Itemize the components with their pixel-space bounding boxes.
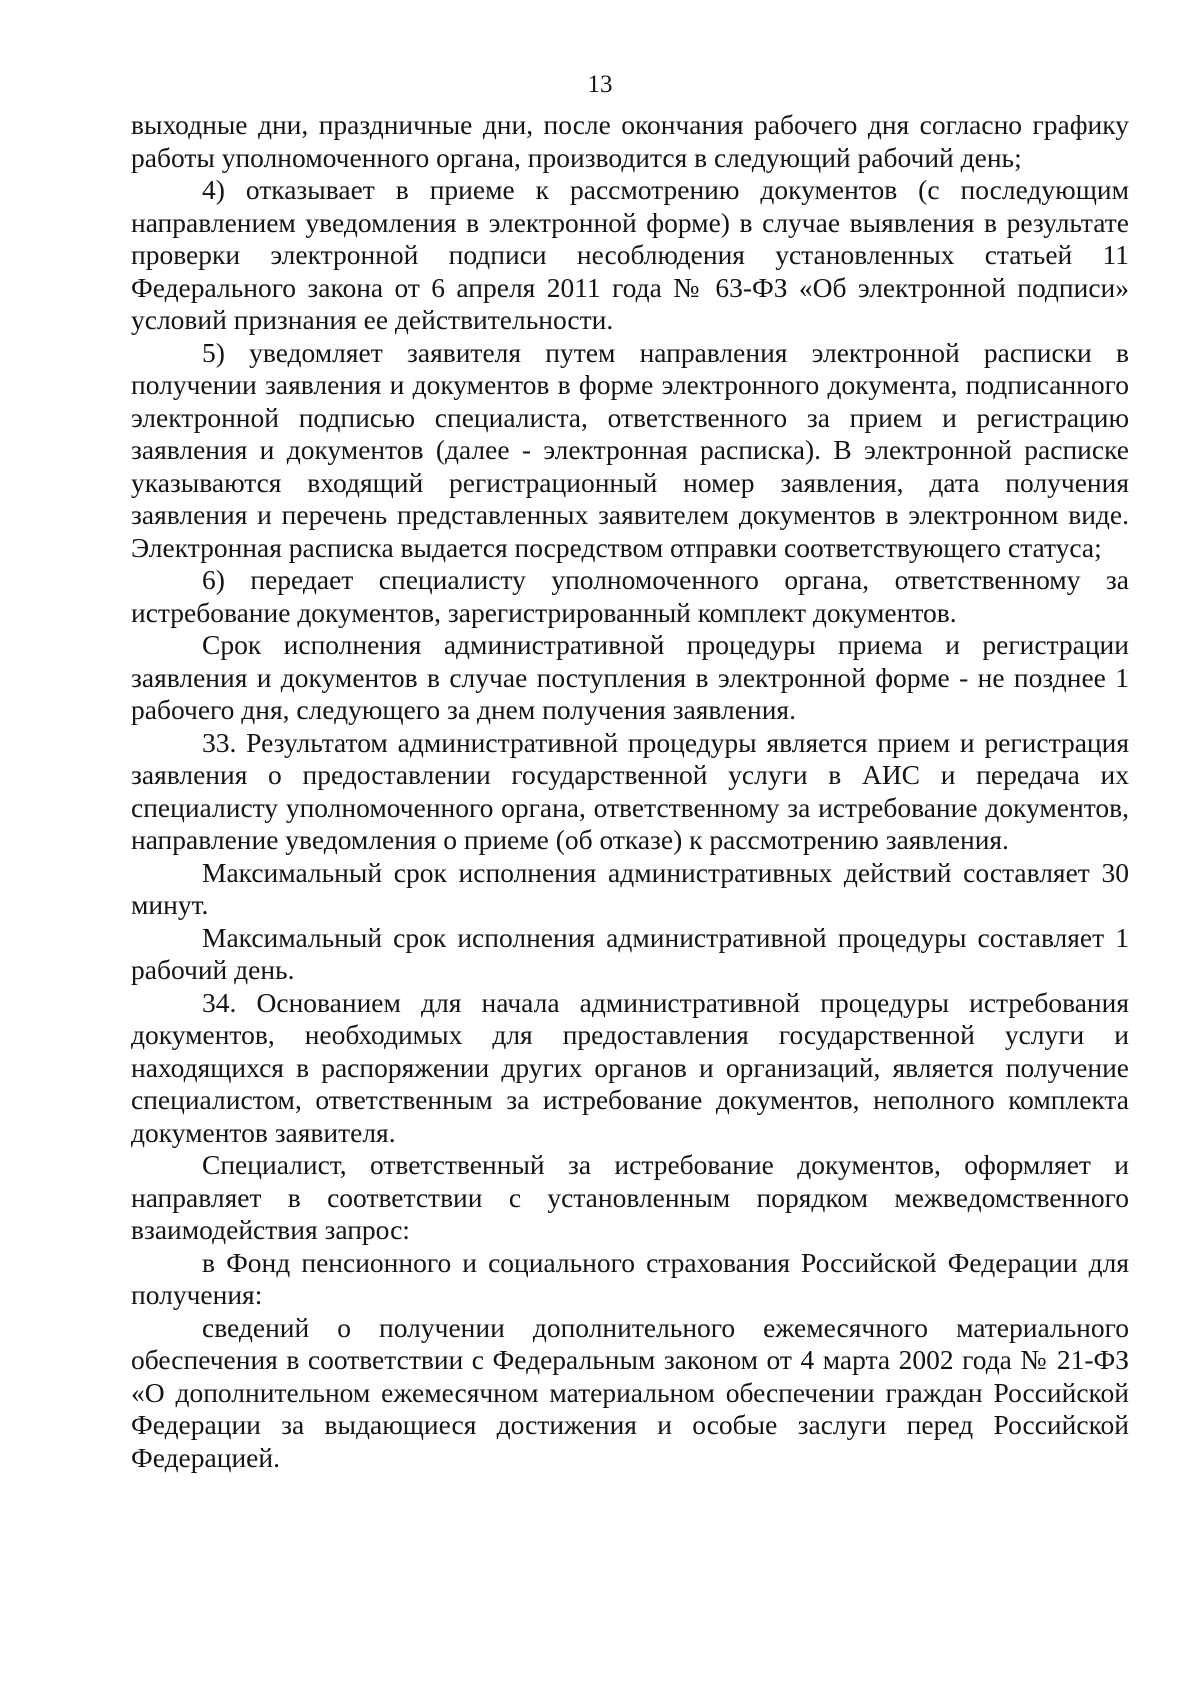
paragraph-12: сведений о получении дополнительного ежемесячного материального обеспечения в соответствии с Федеральным законом от 4 марта 2002 года № 21-ФЗ «О дополнительном ежемесячном материальном обеспечении граждан Российской Федерации за выдающиеся достижения и особые заслуги перед Российской Федерацией. — [131, 1311, 1129, 1473]
paragraph-3: 5) уведомляет заявителя путем направления электронной расписки в получении заявления и документов в форме электронного документа, подписанного электронной подписью специалиста, ответственного за прием и регистрацию заявления и документов (далее - электронная расписка). В электронной расписке указываются входящий регистрационный номер заявления, дата получения заявления и перечень представленных заявителем документов в электронном виде. Электронная расписка выдается посредством отправки соответствующего статуса; — [131, 336, 1129, 563]
paragraph-7: Максимальный срок исполнения административных действий составляет 30 минут. — [131, 856, 1129, 920]
paragraph-2: 4) отказывает в приеме к рассмотрению документов (с последующим направлением уведомления в электронной форме) в случае выявления в результате проверки электронной подписи несоблюдения установленных статьей 11 Федерального закона от 6 апреля 2011 года № 63-ФЗ «Об электронной подписи» условий признания ее действительности. — [131, 174, 1129, 335]
page-number: 13 — [587, 71, 613, 98]
paragraph-4: 6) передает специалисту уполномоченного органа, ответственному за истребование документов, зарегистрированный комплект документов. — [131, 564, 1129, 628]
paragraph-5: Срок исполнения административной процедуры приема и регистрации заявления и документов в случае поступления в электронной форме - не позднее 1 рабочего дня, следующего за днем получения заявления. — [131, 629, 1129, 725]
paragraph-9: 34. Основанием для начала административной процедуры истребования документов, необходимых для предоставления государственной услуги и находящихся в распоряжении других органов и организаций, является получение специалистом, ответственным за истребование документов, неполного комплекта документов заявителя. — [131, 986, 1129, 1148]
paragraph-6: 33. Результатом административной процедуры является прием и регистрация заявления о предоставлении государственной услуги в АИС и передача их специалисту уполномоченного органа, ответственному за истребование документов, направление уведомления о приеме (об отказе) к рассмотрению заявления. — [131, 726, 1129, 855]
paragraph-10: Специалист, ответственный за истребование документов, оформляет и направляет в соответствии с установленным порядком межведомственного взаимодействия запрос: — [131, 1149, 1129, 1245]
paragraph-11: в Фонд пенсионного и социального страхования Российской Федерации для получения: — [131, 1246, 1129, 1310]
paragraph-1: выходные дни, праздничные дни, после окончания рабочего дня согласно графику работы уполномоченного органа, производится в следующий рабочий день; — [131, 109, 1129, 173]
paragraph-8: Максимальный срок исполнения административной процедуры составляет 1 рабочий день. — [131, 921, 1129, 985]
document-body — [131, 109, 1129, 1474]
